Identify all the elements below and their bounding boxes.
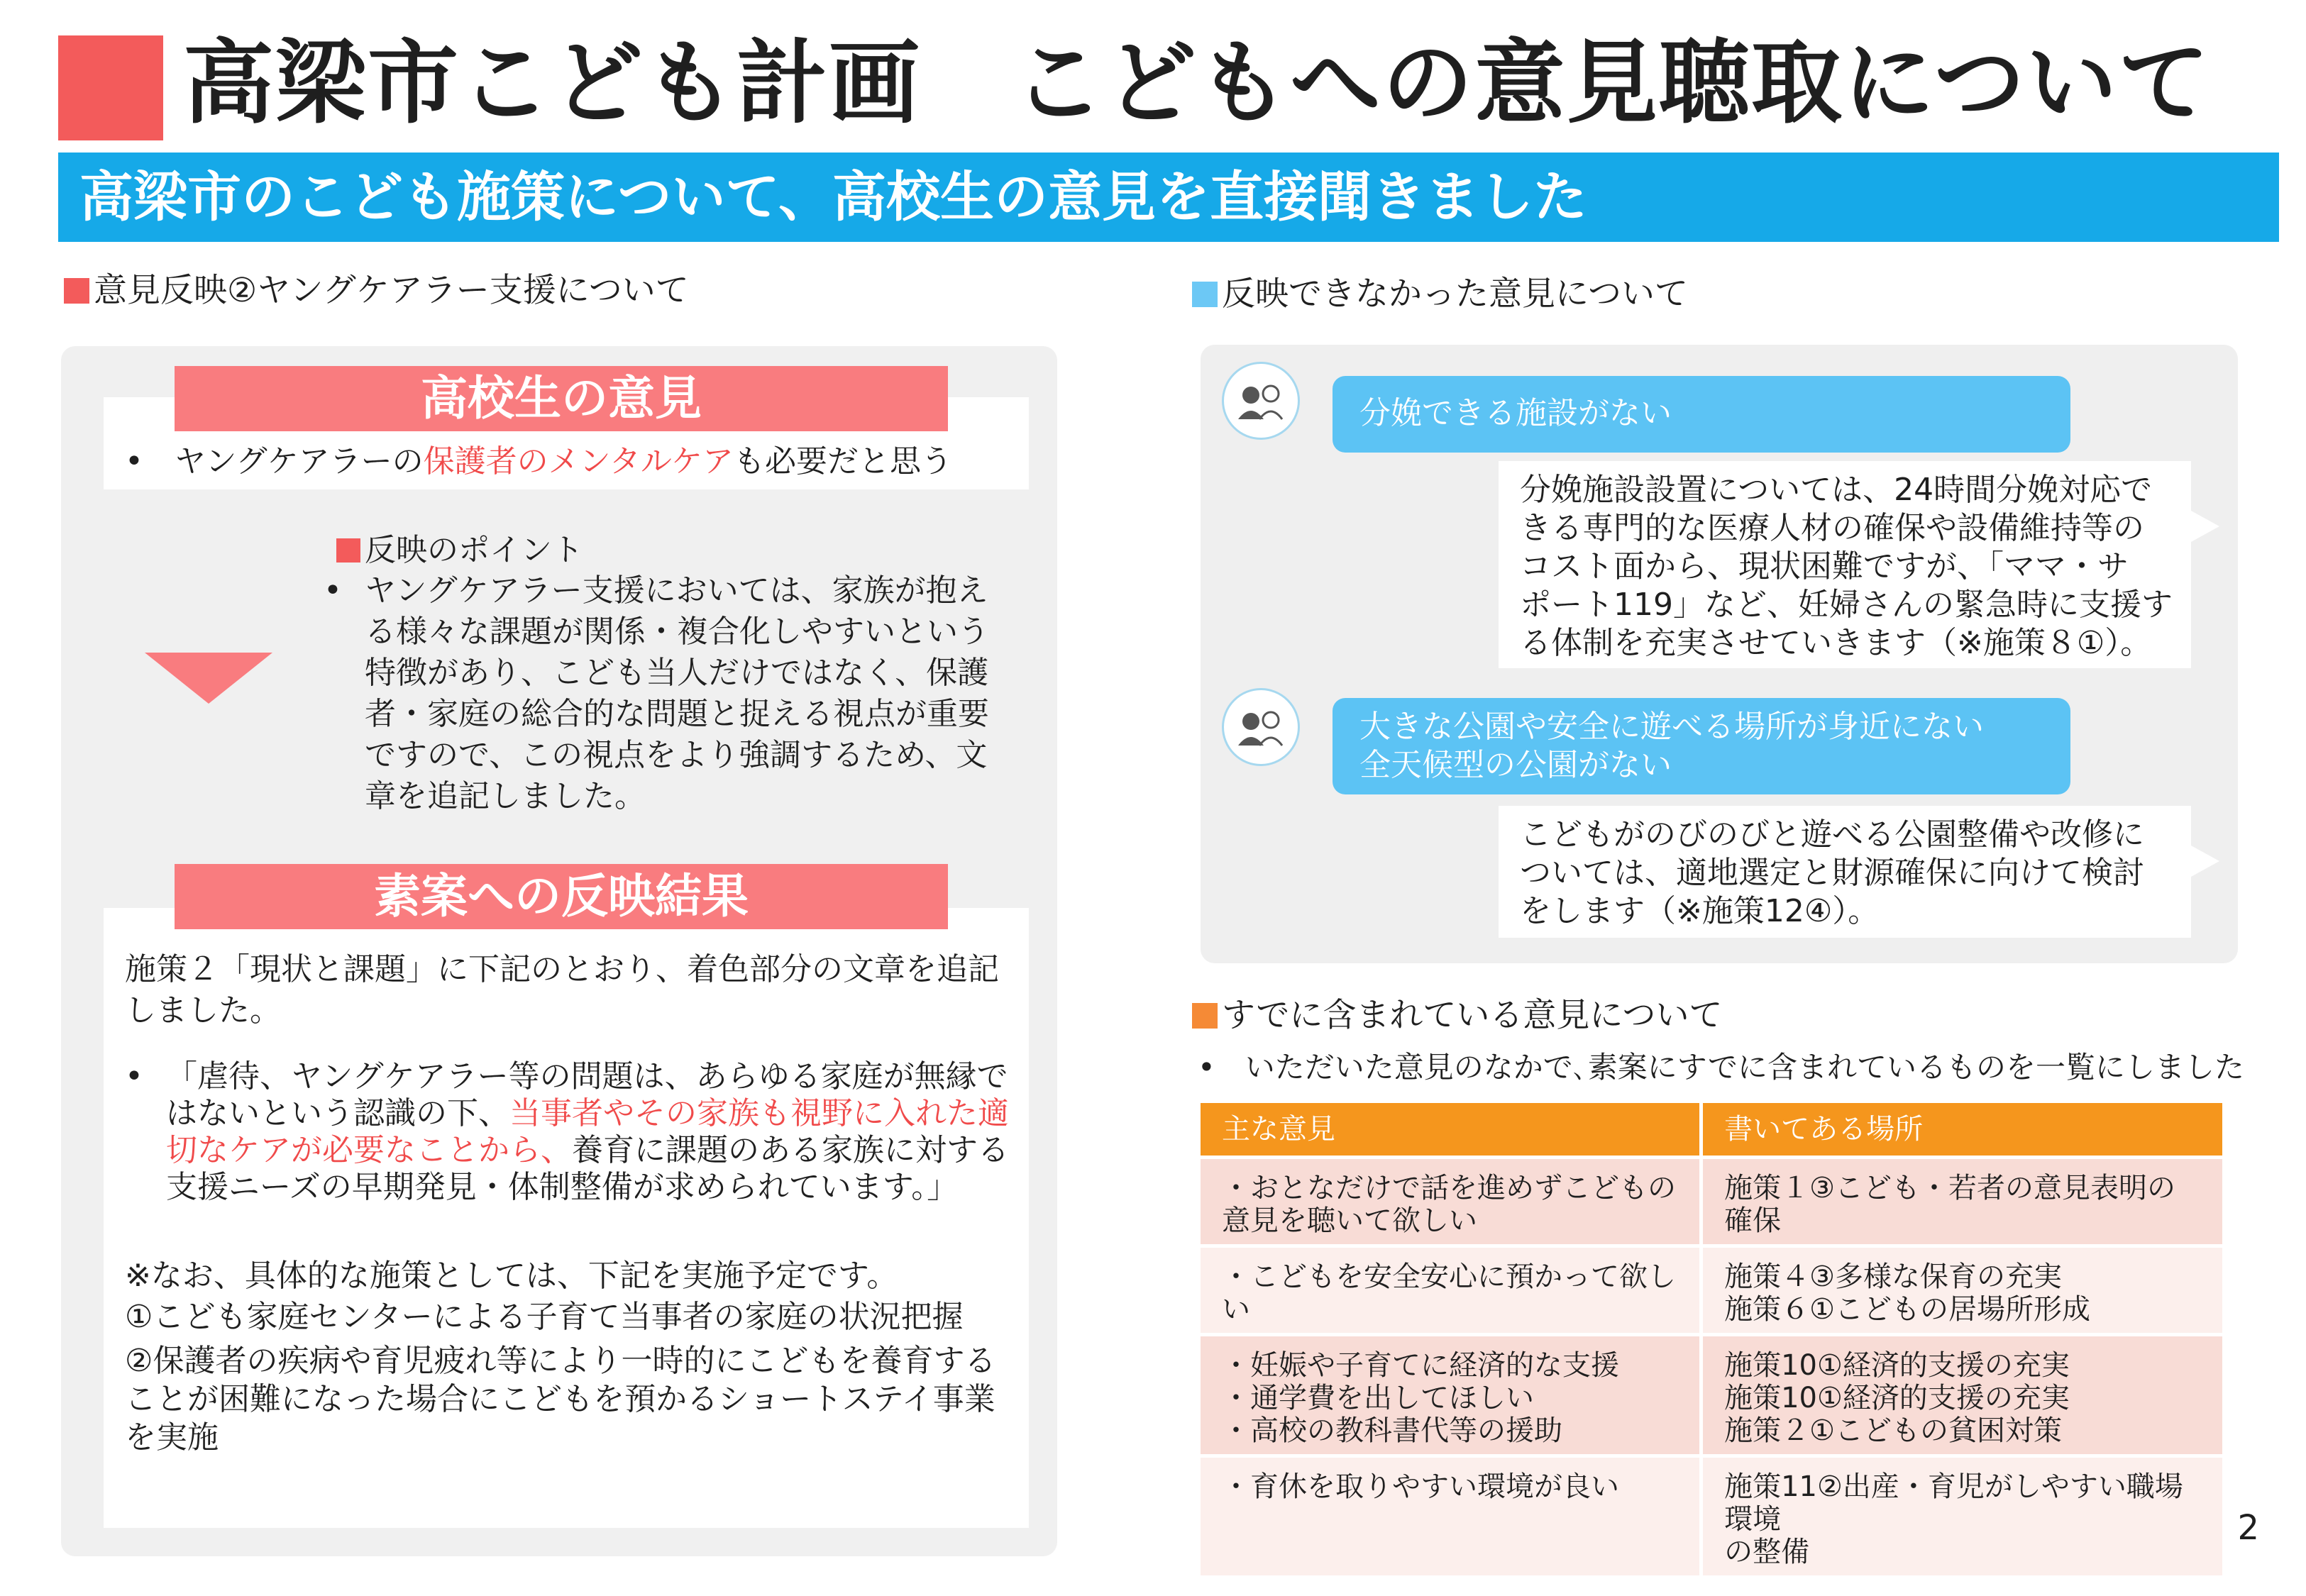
result-quote: • 「虐待、ヤングケアラー等の問題は、あらゆる家庭が無縁で はないという認識の下、当事者やその家族も視野に入れた適 切なケアが必要なことから、養育に課題のある家族に対する 支援ニーズの早期発見・体制整備が求められています。」: [125, 1058, 1009, 1205]
table-header-row: [1201, 1103, 2222, 1158]
place-cell: 施策４③多様な保育の充実 施策６①こどもの居場所形成: [1701, 1246, 2222, 1335]
opinion-cell: ・妊娠や子育てに経済的な支援 ・通学費を出してほしい ・高校の教科書代等の援助: [1201, 1335, 1701, 1456]
section-heading-young-carer: 意見反映②ヤングケアラー支援について: [64, 270, 689, 312]
table-row: [1201, 1246, 2222, 1335]
opinion-bullet: • ヤングケアラーの保護者のメンタルケアも必要だと思う: [125, 443, 952, 480]
down-arrow-icon: [145, 653, 272, 704]
result-box: [104, 908, 1029, 1528]
opinion-bubble-1: 分娩できる施設がない: [1333, 376, 2070, 453]
column-header: 主な意見: [1201, 1103, 1701, 1158]
people-avatar-icon: [1222, 688, 1300, 766]
section-heading-unreflected: 反映できなかった意見について: [1192, 273, 1688, 316]
result-heading: 素案への反映結果: [175, 864, 948, 929]
reply-box-1: 分娩施設設置については、24時間分娩対応で きる専門的な医療人材の確保や設備維持等の コスト面から、現状困難ですが、「ママ・サ ポート119」など、妊婦さんの緊急時に支援す る体制を充実させていきます（※施策８①）。: [1499, 461, 2191, 668]
table-row: [1201, 1158, 2222, 1246]
red-square-marker: [336, 538, 360, 563]
subtitle-banner: [58, 153, 2279, 242]
table-row: [1201, 1335, 2222, 1456]
included-opinions-table: [1201, 1103, 2222, 1575]
opinion-cell: ・おとなだけで話を進めずこどもの 意見を聴いて欲しい: [1201, 1158, 1701, 1246]
result-intro: 施策２「現状と課題」に下記のとおり、着色部分の文章を追記 しました。: [125, 951, 999, 1029]
result-note: ※なお、具体的な施策としては、下記を実施予定です。 ①こども家庭センターによる子育て当事者の家庭の状況把握: [125, 1258, 964, 1335]
reply-tail-2: [2191, 846, 2219, 877]
section-heading-included: すでに含まれている意見について: [1192, 994, 1722, 1037]
people-avatar-icon: [1222, 362, 1300, 440]
place-cell: 施策10①経済的支援の充実 施策10①経済的支援の充実 施策２①こどもの貧困対策: [1701, 1335, 2222, 1456]
young-carer-panel: [61, 346, 1057, 1556]
opinion-cell: ・育休を取りやすい環境が良い: [1201, 1456, 1701, 1576]
table-row: [1201, 1456, 2222, 1576]
page-title: 高梁市こども計画 こどもへの意見聴取について: [183, 31, 2211, 136]
place-cell: 施策１③こども・若者の意見表明の確保: [1701, 1158, 2222, 1246]
place-cell: 施策11②出産・育児がしやすい職場環境 の整備: [1701, 1456, 2222, 1576]
result-item2: ②保護者の疾病や育児疲れ等により一時的にこどもを養育する ことが困難になった場合にこどもを預かるショートステイ事業 を実施: [125, 1343, 996, 1456]
opinion-cell: ・こどもを安全安心に預かって欲し い: [1201, 1246, 1701, 1335]
unreflected-panel: [1201, 345, 2238, 963]
opinion-heading: 高校生の意見: [175, 366, 948, 431]
page-number: 2: [2237, 1508, 2259, 1548]
blue-square-marker: [1192, 282, 1218, 307]
column-header: 書いてある場所: [1701, 1103, 2222, 1158]
red-square-marker: [64, 278, 89, 304]
reply-tail-1: [2191, 511, 2219, 542]
opinion-bubble-2: 大きな公園や安全に遊べる場所が身近にない 全天候型の公園がない: [1333, 698, 2070, 794]
reply-box-2: こどもがのびのびと遊べる公園整備や改修に ついては、適地選定と財源確保に向けて検討 をします（※施策12④）。: [1499, 806, 2191, 938]
orange-square-marker: [1192, 1003, 1218, 1029]
point-text: • ヤングケアラー支援においては、家族が抱え る様々な課題が関係・複合化しやすいという 特徴があり、こども当人だけではなく、保護 者・家庭の総合的な問題と捉える視点が重要 ですので、この視点をより強調するため、文 章を追記しました。: [324, 572, 989, 814]
title-marker: [58, 35, 163, 140]
point-heading: 反映のポイント: [336, 529, 583, 572]
banner-text: 高梁市のこども施策について、高校生の意見を直接聞きました: [79, 165, 1587, 228]
included-bullet: • いただいた意見のなかで､素案にすでに含まれているものを一覧にしました: [1198, 1050, 2245, 1085]
